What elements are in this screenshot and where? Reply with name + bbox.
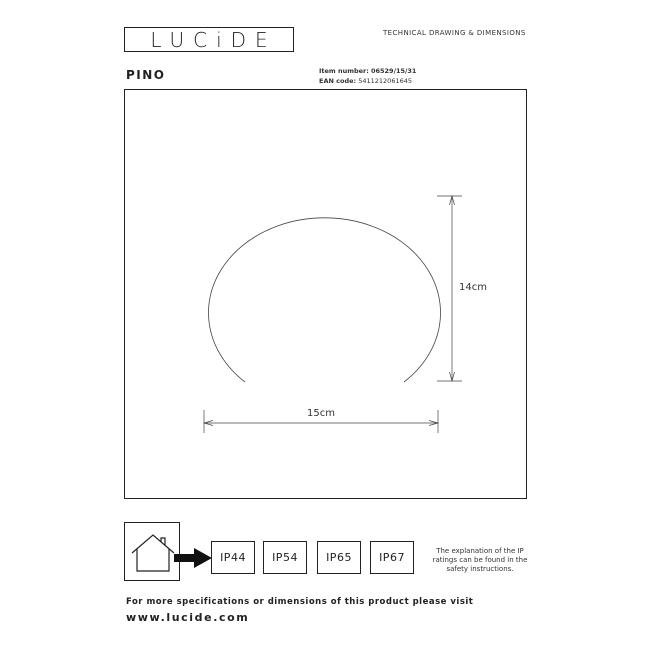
website-link[interactable]: www.lucide.com [126, 611, 250, 624]
house-icon [125, 523, 181, 582]
lamp-outline [209, 218, 441, 382]
footer-text: For more specifications or dimensions of this product please visit [126, 597, 474, 607]
product-name: PINO [126, 68, 166, 82]
ip-rating-badge: IP65 [317, 541, 361, 574]
width-label: 15cm [307, 408, 335, 419]
house-icon-box [124, 522, 180, 581]
item-number-label: Item number: [319, 67, 369, 75]
item-number-value: 06529/15/31 [370, 67, 417, 75]
ip-rating-badge: IP67 [370, 541, 414, 574]
ean-value: 5411212061645 [358, 77, 412, 85]
ip-rating-badge: IP44 [211, 541, 255, 574]
height-label: 14cm [459, 282, 487, 293]
ip-rating-note: The explanation of the IP ratings can be found in the safety instructions. [432, 547, 528, 574]
logo-text: LUCiDE [150, 27, 277, 52]
ean-label: EAN code: [319, 77, 357, 85]
ip-rating-badge: IP54 [263, 541, 307, 574]
document-type-label: TECHNICAL DRAWING & DIMENSIONS [383, 29, 526, 37]
arrow-right-icon [174, 547, 214, 569]
